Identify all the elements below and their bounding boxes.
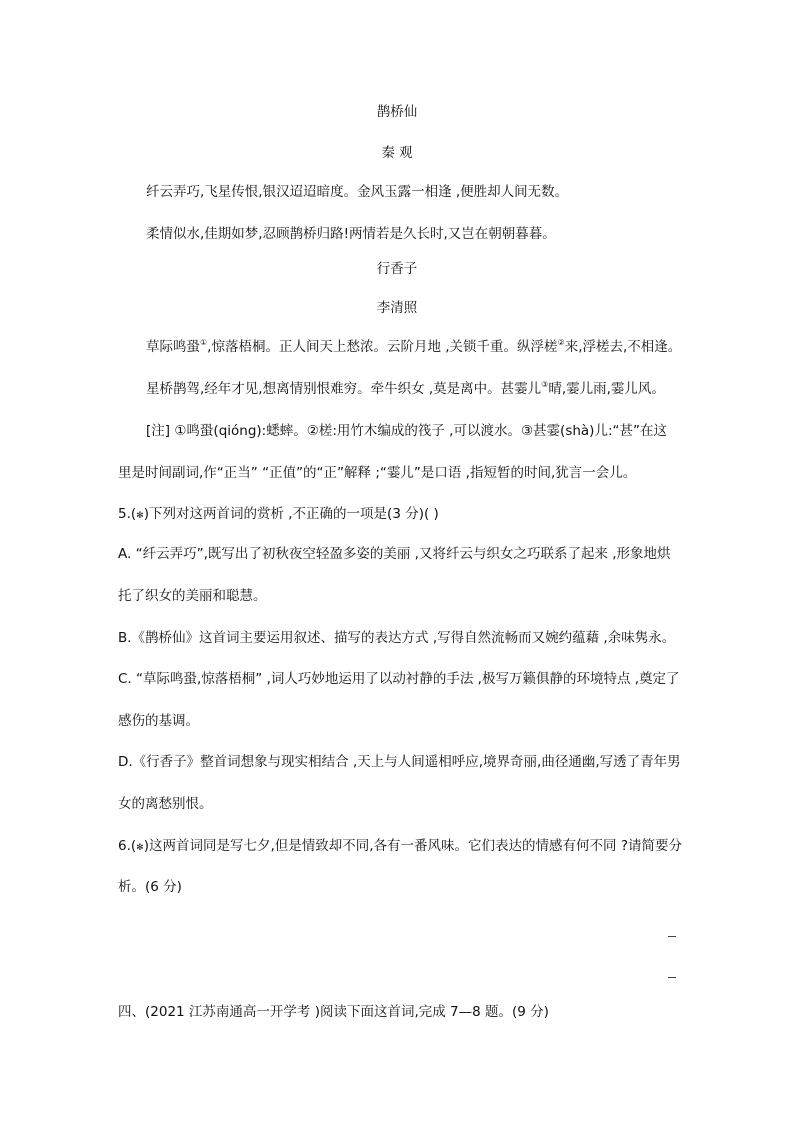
difficulty-mark-icon: ✻	[136, 843, 144, 853]
poem2-title: 行香子	[376, 261, 418, 277]
q6-stem	[118, 837, 682, 857]
poem2-author: 李清照	[376, 300, 418, 316]
footnote-marker-2: ②	[557, 338, 565, 347]
poem1-line1: 纤云弄巧,飞星传恨,银汉迢迢暗度。金风玉露一相逢 ,便胜却人间无数。	[146, 184, 569, 200]
poem2-line1-part-b: ,惊落梧桐。正人间天上愁浓。云阶月地 ,关锁千重。纵浮槎	[207, 339, 558, 355]
footnote-marker-1: ①	[200, 338, 208, 347]
poem1-author: 秦 观	[381, 145, 413, 161]
poem2-line1-part-a: 草际鸣蛩	[146, 339, 200, 355]
notes-line1: [注] ①鸣蛩(qióng):蟋蟀。②槎:用竹木编成的筏子 ,可以渡水。③甚霎(shà)儿:“甚”在这	[146, 423, 667, 439]
q5-option-a-line2: 托了织女的美丽和聪慧。	[118, 588, 267, 604]
poem1-line2: 柔情似水,佳期如梦,忍顾鹊桥归路!两情若是久长时,又岂在朝朝暮暮。	[146, 226, 556, 242]
q5-option-c-line2: 感伤的基调。	[118, 713, 199, 729]
poem2-line2	[146, 380, 665, 398]
q5-option-c-line1: C. “草际鸣蛩,惊落梧桐” ,词人巧妙地运用了以动衬静的手法 ,极写万籁俱静的环境特点 ,奠定了	[118, 671, 680, 687]
q5-option-d-line1: D.《行香子》整首词想象与现实相结合 ,天上与人间遥相呼应,境界奇丽,曲径通幽,写透了青年男	[118, 754, 681, 770]
q5-number: 5.(	[118, 506, 137, 522]
answer-line	[668, 977, 676, 978]
section4-heading: 四、(2021 江苏南通高一开学考 )阅读下面这首词,完成 7—8 题。(9 分)	[118, 1004, 549, 1020]
poem2-line1	[146, 338, 681, 356]
poem2-line2-part-a: 星桥鹊驾,经年才见,想离情别恨难穷。牵牛织女 ,莫是离中。甚霎儿	[146, 381, 542, 397]
footnote-marker-3: ③	[541, 380, 549, 389]
poem1-title: 鹊桥仙	[376, 104, 418, 120]
q6-stem-line2: 析。(6 分)	[118, 879, 182, 895]
answer-line	[668, 936, 676, 937]
q5-stem	[118, 505, 439, 525]
q6-number: 6.(	[118, 838, 137, 854]
q5-option-a-line1: A. “纤云弄巧”,既写出了初秋夜空轻盈多姿的美丽 ,又将纤云与织女之巧联系了起来 ,形象地烘	[118, 546, 671, 562]
q5-stem-text: )下列对这两首词的赏析 ,不正确的一项是(3 分)( )	[143, 506, 439, 522]
q6-stem-text: )这两首词同是写七夕,但是情致却不同,各有一番风味。它们表达的情感有何不同 ?请简要分	[143, 838, 683, 854]
notes-line2: 里是时间副词,作“正当” “正值”的“正”解释 ;“霎儿”是口语 ,指短暂的时间,犹言一会儿。	[118, 465, 637, 481]
q5-option-b: B.《鹊桥仙》这首词主要运用叙述、描写的表达方式 ,写得自然流畅而又婉约蕴藉 ,余味隽永。	[118, 630, 676, 646]
poem2-line1-part-c: 来,浮槎去,不相逢。	[564, 339, 682, 355]
difficulty-mark-icon: ✻	[136, 511, 144, 521]
q5-option-d-line2: 女的离愁别恨。	[118, 796, 213, 812]
poem2-line2-part-b: 晴,霎儿雨,霎儿风。	[548, 381, 665, 397]
